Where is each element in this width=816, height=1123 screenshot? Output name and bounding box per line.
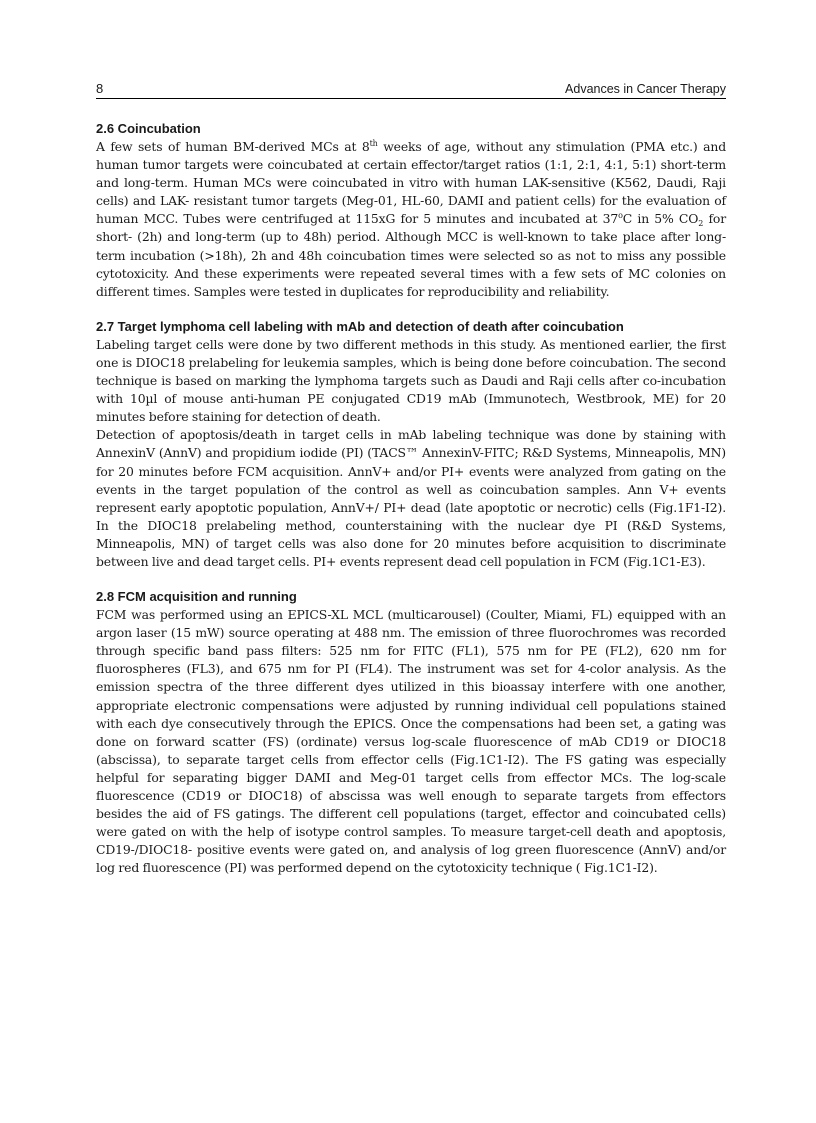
- section-heading: 2.8 FCM acquisition and running: [96, 589, 297, 605]
- paragraph: FCM was performed using an EPICS-XL MCL (multicarousel) (Coulter, Miami, FL) equipped with an argon laser (15 mW) source operating at 488 nm. The emission of three fluorochromes was recorded through specific band pass filters: 525 nm for FITC (FL1), 575 nm for PE (FL2), 620 nm for fluorospheres (FL3), and 675 nm for PI (FL4). The instrument was set for 4-color analysis. As the emission spectra of the three different dyes utilized in this bioassay interfere with one another, appropriate electronic compensations were adjusted by running individual cell populations stained with each dye consecutively through the EPICS. Once the compensations had been set, a gating was done on forward scatter (FS) (ordinate) versus log-scale fluorescence of mAb CD19 or DIOC18 (abscissa), to separate target cells from effector cells (Fig.1C1-I2). The FS gating was especially helpful for separating bigger DAMI and Meg-01 target cells from effector MCs. The log-scale fluorescence (CD19 or DIOC18) of abscissa was well enough to separate targets from effectors besides the aid of FS gatings. The different cell populations (target, effector and coincubated cells) were gated on with the help of isotype control samples. To measure target-cell death and apoptosis, CD19-/DIOC18- positive events were gated on, and analysis of log green fluorescence (AnnV) and/or log red fluorescence (PI) was performed depend on the cytotoxicity technique ( Fig.1C1-I2).: [96, 607, 726, 876]
- superscript: o: [618, 211, 623, 221]
- running-header: [96, 78, 726, 99]
- subscript: 2: [698, 219, 704, 229]
- text-run: for short- (2h) and long-term (up to 48h) period. Although MCC is well-known to take place after long-term incubation (>18h), 2h and 48h coincubation times were selected so as not to miss any possible cytotoxicity. And these experiments were repeated several times with a few sets of MC colonies on different times. Samples were tested in duplicates for reproducibility and reliability.: [96, 211, 726, 299]
- section-target-labeling: [96, 318, 726, 571]
- page-number: 8: [96, 81, 104, 96]
- book-title: Advances in Cancer Therapy: [565, 82, 726, 96]
- text-run: weeks of age, without any stimulation (PMA etc.) and human tumor targets were coincubated at certain effector/target ratios (1:1, 2:1, 4:1, 5:1) short-term and long-term. Human MCs were coincubated in vitro with human LAK-sensitive (K562, Daudi, Raji cells) and LAK- resistant tumor targets (Meg-01, HL-60, DAMI and patient cells) for the evaluation of human MCC. Tubes were centrifuged at 115xG for 5 minutes and incubated at 37: [96, 139, 726, 227]
- section-heading: 2.6 Coincubation: [96, 121, 201, 136]
- paragraph: [96, 138, 726, 301]
- text-run: A few sets of human BM-derived MCs at 8: [96, 139, 370, 154]
- paragraph: Labeling target cells were done by two different methods in this study. As mentioned earlier, the first one is DIOC18 prelabeling for leukemia samples, which is being done before coincubation. The second technique is based on marking the lymphoma targets such as Daudi and Raji cells after co-incubation with 10µl of mouse anti-human PE conjugated CD19 mAb (Immunotech, Westbrook, ME) for 20 minutes before staining for detection of death.: [96, 336, 726, 425]
- section-heading: 2.7 Target lymphoma cell labeling with mAb and detection of death after coincubation: [96, 318, 624, 334]
- page: [96, 78, 726, 877]
- section-fcm-acquisition: [96, 588, 726, 877]
- text-run: C in 5% CO: [622, 211, 699, 227]
- section-coincubation: [96, 120, 726, 301]
- paragraph: Detection of apoptosis/death in target cells in mAb labeling technique was done by staining with AnnexinV (AnnV) and propidium iodide (PI) (TACS™ AnnexinV-FITC; R&D Systems, Minneapolis, MN) for 20 minutes before FCM acquisition. AnnV+ and/or PI+ events were analyzed from gating on the events in the target population of the control as well as coincubation samples. Ann V+ events represent early apoptotic population, AnnV+/ PI+ dead (late apoptotic or necrotic) cells (Fig.1F1-I2). In the DIOC18 prelabeling method, counterstaining with the nuclear dye PI (R&D Systems, Minneapolis, MN) of target cells was also done for 20 minutes before acquisition to discriminate between live and dead target cells. PI+ events represent dead cell population in FCM (Fig.1C1-E3).: [96, 427, 726, 569]
- superscript: th: [369, 139, 378, 148]
